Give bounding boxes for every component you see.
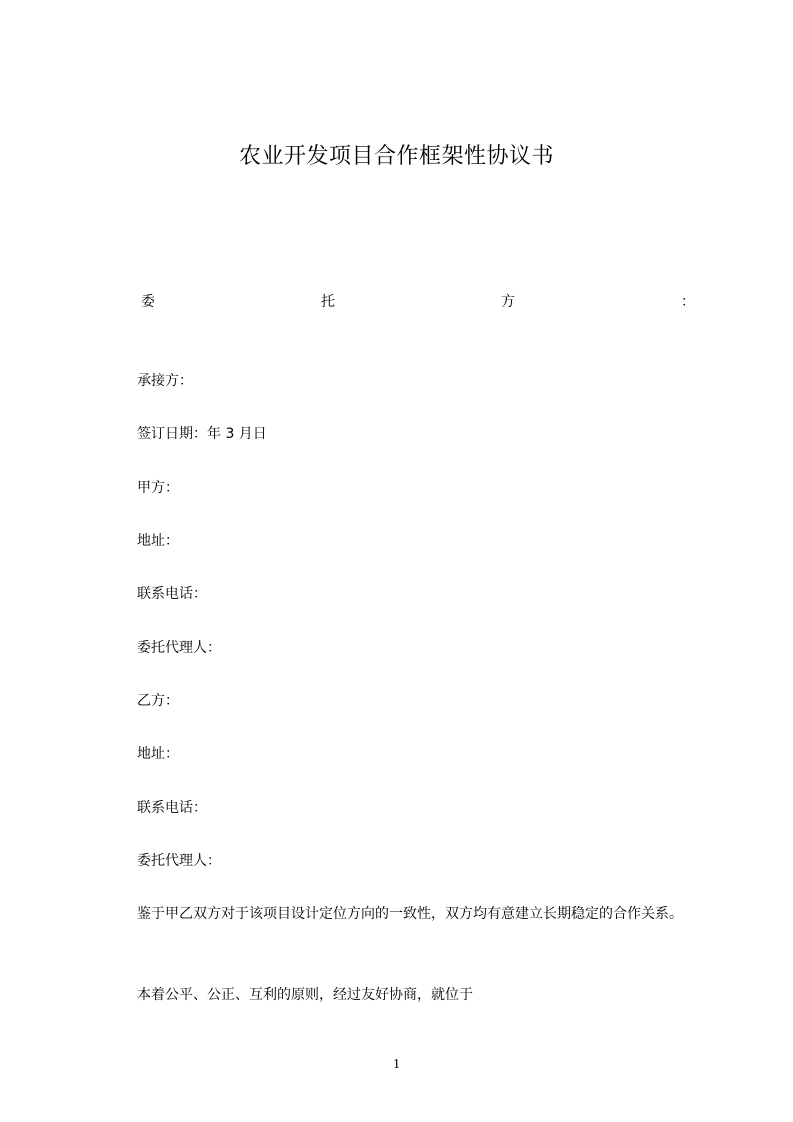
- party-b-address-line: 地址：: [137, 746, 179, 762]
- contractor-line: 承接方：: [137, 373, 193, 389]
- party-b-line: 乙方：: [137, 693, 179, 709]
- client-char-3: 方: [501, 294, 515, 310]
- party-a-address-line: 地址：: [137, 533, 179, 549]
- party-a-phone-line: 联系电话：: [137, 586, 207, 602]
- party-a-line: 甲方：: [137, 480, 179, 496]
- client-colon: ：: [681, 294, 695, 310]
- party-b-phone-line: 联系电话：: [137, 800, 207, 816]
- sign-date-line: 签订日期：年 3 月日: [137, 426, 267, 442]
- recital-paragraph: 鉴于甲乙双方对于该项目设计定位方向的一致性，双方均有意建立长期稳定的合作关系。: [137, 906, 683, 922]
- client-line: [141, 290, 695, 314]
- party-b-agent-line: 委托代理人：: [137, 853, 221, 869]
- party-a-agent-line: 委托代理人：: [137, 640, 221, 656]
- client-char-2: 托: [321, 294, 335, 310]
- document-title: 农业开发项目合作框架性协议书: [238, 144, 554, 169]
- page-number: 1: [393, 1057, 400, 1072]
- client-char-1: 委: [141, 294, 155, 310]
- principle-paragraph: 本着公平、公正、互利的原则，经过友好协商，就位于: [137, 987, 473, 1003]
